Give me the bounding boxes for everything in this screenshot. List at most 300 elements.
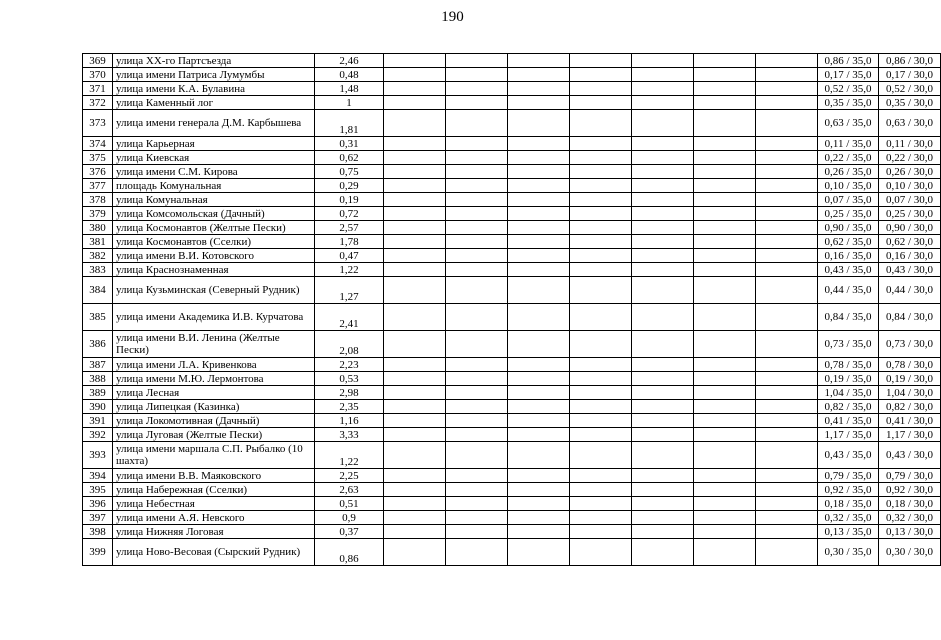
empty-cell — [694, 372, 756, 386]
table-row — [83, 96, 941, 110]
ratio-35-cell: 0,16 / 35,0 — [818, 249, 879, 263]
table-row — [83, 469, 941, 483]
street-name-cell: улица Луговая (Желтые Пески) — [113, 428, 315, 442]
ratio-30-cell: 0,07 / 30,0 — [879, 193, 941, 207]
table-row — [83, 372, 941, 386]
empty-cell — [384, 469, 446, 483]
empty-cell — [756, 277, 818, 304]
ratio-30-cell: 0,73 / 30,0 — [879, 331, 941, 358]
ratio-30-cell: 0,43 / 30,0 — [879, 442, 941, 469]
empty-cell — [632, 137, 694, 151]
empty-cell — [694, 96, 756, 110]
ratio-35-cell: 0,63 / 35,0 — [818, 110, 879, 137]
ratio-35-cell: 0,73 / 35,0 — [818, 331, 879, 358]
length-cell: 0,47 — [315, 249, 384, 263]
empty-cell — [446, 151, 508, 165]
ratio-30-cell: 0,35 / 30,0 — [879, 96, 941, 110]
empty-cell — [446, 82, 508, 96]
row-number-cell: 393 — [83, 442, 113, 469]
street-name-cell: площадь Комунальная — [113, 179, 315, 193]
row-number-cell: 389 — [83, 386, 113, 400]
table-row — [83, 414, 941, 428]
empty-cell — [384, 442, 446, 469]
empty-cell — [632, 179, 694, 193]
empty-cell — [384, 400, 446, 414]
street-name-cell: улица XX-го Партсъезда — [113, 54, 315, 68]
ratio-35-cell: 0,25 / 35,0 — [818, 207, 879, 221]
ratio-35-cell: 0,07 / 35,0 — [818, 193, 879, 207]
empty-cell — [694, 428, 756, 442]
ratio-30-cell: 0,43 / 30,0 — [879, 263, 941, 277]
street-name-cell: улица Кузьминская (Северный Рудник) — [113, 277, 315, 304]
street-name-cell: улица Ново-Весовая (Сырский Рудник) — [113, 539, 315, 566]
length-cell: 1,27 — [315, 277, 384, 304]
empty-cell — [446, 110, 508, 137]
empty-cell — [694, 68, 756, 82]
table-row — [83, 165, 941, 179]
empty-cell — [756, 235, 818, 249]
empty-cell — [384, 331, 446, 358]
street-name-cell: улица Комсомольская (Дачный) — [113, 207, 315, 221]
empty-cell — [632, 110, 694, 137]
table-body — [83, 54, 941, 566]
empty-cell — [756, 428, 818, 442]
empty-cell — [446, 497, 508, 511]
empty-cell — [632, 249, 694, 263]
ratio-35-cell: 0,86 / 35,0 — [818, 54, 879, 68]
empty-cell — [632, 207, 694, 221]
ratio-35-cell: 0,79 / 35,0 — [818, 469, 879, 483]
row-number-cell: 373 — [83, 110, 113, 137]
empty-cell — [694, 82, 756, 96]
table-row — [83, 497, 941, 511]
table-row — [83, 442, 941, 469]
empty-cell — [570, 179, 632, 193]
row-number-cell: 394 — [83, 469, 113, 483]
empty-cell — [694, 151, 756, 165]
empty-cell — [446, 511, 508, 525]
empty-cell — [570, 151, 632, 165]
table-row — [83, 68, 941, 82]
table-row — [83, 358, 941, 372]
street-name-cell: улица Космонавтов (Сселки) — [113, 235, 315, 249]
ratio-30-cell: 0,44 / 30,0 — [879, 277, 941, 304]
empty-cell — [694, 207, 756, 221]
ratio-30-cell: 0,86 / 30,0 — [879, 54, 941, 68]
ratio-30-cell: 0,90 / 30,0 — [879, 221, 941, 235]
table-row — [83, 207, 941, 221]
ratio-35-cell: 0,92 / 35,0 — [818, 483, 879, 497]
empty-cell — [384, 386, 446, 400]
empty-cell — [570, 235, 632, 249]
row-number-cell: 387 — [83, 358, 113, 372]
empty-cell — [446, 221, 508, 235]
table-row — [83, 179, 941, 193]
empty-cell — [446, 68, 508, 82]
empty-cell — [384, 414, 446, 428]
row-number-cell: 370 — [83, 68, 113, 82]
empty-cell — [508, 304, 570, 331]
ratio-35-cell: 1,04 / 35,0 — [818, 386, 879, 400]
empty-cell — [756, 469, 818, 483]
empty-cell — [508, 539, 570, 566]
empty-cell — [694, 235, 756, 249]
empty-cell — [632, 235, 694, 249]
length-cell: 1,78 — [315, 235, 384, 249]
table-row — [83, 304, 941, 331]
length-cell: 1,48 — [315, 82, 384, 96]
empty-cell — [632, 151, 694, 165]
empty-cell — [694, 165, 756, 179]
empty-cell — [632, 304, 694, 331]
empty-cell — [570, 497, 632, 511]
empty-cell — [446, 414, 508, 428]
empty-cell — [756, 442, 818, 469]
empty-cell — [384, 263, 446, 277]
row-number-cell: 392 — [83, 428, 113, 442]
empty-cell — [694, 54, 756, 68]
empty-cell — [384, 110, 446, 137]
empty-cell — [508, 179, 570, 193]
street-name-cell: улица имени Академика И.В. Курчатова — [113, 304, 315, 331]
empty-cell — [508, 221, 570, 235]
table-row — [83, 235, 941, 249]
ratio-35-cell: 0,32 / 35,0 — [818, 511, 879, 525]
length-cell: 0,31 — [315, 137, 384, 151]
empty-cell — [756, 54, 818, 68]
empty-cell — [446, 400, 508, 414]
empty-cell — [570, 263, 632, 277]
empty-cell — [632, 221, 694, 235]
street-name-cell: улица имени маршала С.П. Рыбалко (10 шахта) — [113, 442, 315, 469]
street-name-cell: улица имени Патриса Лумумбы — [113, 68, 315, 82]
length-cell: 0,51 — [315, 497, 384, 511]
empty-cell — [694, 358, 756, 372]
empty-cell — [570, 68, 632, 82]
empty-cell — [384, 358, 446, 372]
ratio-35-cell: 0,52 / 35,0 — [818, 82, 879, 96]
empty-cell — [694, 137, 756, 151]
empty-cell — [384, 304, 446, 331]
ratio-30-cell: 0,79 / 30,0 — [879, 469, 941, 483]
empty-cell — [446, 54, 508, 68]
street-table — [82, 53, 941, 566]
ratio-30-cell: 0,11 / 30,0 — [879, 137, 941, 151]
empty-cell — [446, 358, 508, 372]
row-number-cell: 378 — [83, 193, 113, 207]
street-name-cell: улица Каменный лог — [113, 96, 315, 110]
empty-cell — [570, 539, 632, 566]
empty-cell — [446, 249, 508, 263]
empty-cell — [508, 263, 570, 277]
empty-cell — [632, 469, 694, 483]
empty-cell — [508, 428, 570, 442]
row-number-cell: 380 — [83, 221, 113, 235]
row-number-cell: 374 — [83, 137, 113, 151]
empty-cell — [384, 96, 446, 110]
empty-cell — [632, 68, 694, 82]
length-cell: 2,57 — [315, 221, 384, 235]
empty-cell — [632, 331, 694, 358]
empty-cell — [384, 372, 446, 386]
empty-cell — [446, 483, 508, 497]
empty-cell — [570, 304, 632, 331]
length-cell: 0,29 — [315, 179, 384, 193]
empty-cell — [446, 207, 508, 221]
empty-cell — [384, 525, 446, 539]
ratio-35-cell: 0,82 / 35,0 — [818, 400, 879, 414]
street-name-cell: улица Космонавтов (Желтые Пески) — [113, 221, 315, 235]
empty-cell — [446, 372, 508, 386]
ratio-35-cell: 0,30 / 35,0 — [818, 539, 879, 566]
empty-cell — [570, 483, 632, 497]
street-name-cell: улица Небестная — [113, 497, 315, 511]
ratio-35-cell: 0,11 / 35,0 — [818, 137, 879, 151]
empty-cell — [570, 110, 632, 137]
length-cell: 0,37 — [315, 525, 384, 539]
ratio-30-cell: 0,52 / 30,0 — [879, 82, 941, 96]
empty-cell — [508, 96, 570, 110]
table-row — [83, 82, 941, 96]
table-row — [83, 511, 941, 525]
ratio-35-cell: 0,41 / 35,0 — [818, 414, 879, 428]
empty-cell — [384, 193, 446, 207]
row-number-cell: 375 — [83, 151, 113, 165]
ratio-30-cell: 0,62 / 30,0 — [879, 235, 941, 249]
empty-cell — [508, 358, 570, 372]
empty-cell — [632, 525, 694, 539]
table-row — [83, 137, 941, 151]
empty-cell — [694, 511, 756, 525]
length-cell: 2,23 — [315, 358, 384, 372]
length-cell: 2,41 — [315, 304, 384, 331]
street-name-cell: улица Карьерная — [113, 137, 315, 151]
empty-cell — [756, 372, 818, 386]
length-cell: 1,81 — [315, 110, 384, 137]
row-number-cell: 371 — [83, 82, 113, 96]
ratio-30-cell: 0,10 / 30,0 — [879, 179, 941, 193]
empty-cell — [508, 414, 570, 428]
empty-cell — [508, 68, 570, 82]
table-row — [83, 249, 941, 263]
empty-cell — [508, 497, 570, 511]
ratio-30-cell: 0,32 / 30,0 — [879, 511, 941, 525]
empty-cell — [446, 277, 508, 304]
ratio-30-cell: 0,18 / 30,0 — [879, 497, 941, 511]
empty-cell — [570, 525, 632, 539]
table-row — [83, 386, 941, 400]
empty-cell — [446, 386, 508, 400]
empty-cell — [446, 442, 508, 469]
empty-cell — [632, 54, 694, 68]
ratio-30-cell: 0,63 / 30,0 — [879, 110, 941, 137]
street-name-cell: улица Липецкая (Казинка) — [113, 400, 315, 414]
row-number-cell: 396 — [83, 497, 113, 511]
ratio-30-cell: 0,30 / 30,0 — [879, 539, 941, 566]
empty-cell — [694, 304, 756, 331]
empty-cell — [508, 483, 570, 497]
table-row — [83, 428, 941, 442]
street-name-cell: улица Комунальная — [113, 193, 315, 207]
empty-cell — [694, 193, 756, 207]
empty-cell — [384, 277, 446, 304]
empty-cell — [570, 221, 632, 235]
length-cell: 0,86 — [315, 539, 384, 566]
empty-cell — [446, 304, 508, 331]
empty-cell — [694, 263, 756, 277]
empty-cell — [508, 151, 570, 165]
empty-cell — [570, 82, 632, 96]
empty-cell — [694, 483, 756, 497]
empty-cell — [570, 372, 632, 386]
street-name-cell: улица Локомотивная (Дачный) — [113, 414, 315, 428]
empty-cell — [694, 249, 756, 263]
empty-cell — [508, 82, 570, 96]
row-number-cell: 376 — [83, 165, 113, 179]
empty-cell — [446, 96, 508, 110]
table-row — [83, 483, 941, 497]
empty-cell — [694, 386, 756, 400]
length-cell: 0,72 — [315, 207, 384, 221]
empty-cell — [756, 539, 818, 566]
empty-cell — [570, 331, 632, 358]
row-number-cell: 398 — [83, 525, 113, 539]
empty-cell — [632, 497, 694, 511]
empty-cell — [508, 331, 570, 358]
street-name-cell: улица имени В.И. Ленина (Желтые Пески) — [113, 331, 315, 358]
empty-cell — [570, 165, 632, 179]
street-name-cell: улица Набережная (Сселки) — [113, 483, 315, 497]
empty-cell — [632, 193, 694, 207]
length-cell: 1,16 — [315, 414, 384, 428]
empty-cell — [694, 497, 756, 511]
empty-cell — [508, 372, 570, 386]
empty-cell — [446, 331, 508, 358]
length-cell: 0,53 — [315, 372, 384, 386]
length-cell: 3,33 — [315, 428, 384, 442]
ratio-35-cell: 0,35 / 35,0 — [818, 96, 879, 110]
table-row — [83, 331, 941, 358]
empty-cell — [694, 110, 756, 137]
ratio-30-cell: 0,78 / 30,0 — [879, 358, 941, 372]
empty-cell — [756, 414, 818, 428]
empty-cell — [756, 221, 818, 235]
length-cell: 1,22 — [315, 263, 384, 277]
empty-cell — [756, 304, 818, 331]
empty-cell — [756, 151, 818, 165]
empty-cell — [632, 400, 694, 414]
empty-cell — [570, 96, 632, 110]
empty-cell — [756, 511, 818, 525]
ratio-30-cell: 0,82 / 30,0 — [879, 400, 941, 414]
empty-cell — [756, 400, 818, 414]
empty-cell — [632, 82, 694, 96]
length-cell: 0,62 — [315, 151, 384, 165]
ratio-30-cell: 0,16 / 30,0 — [879, 249, 941, 263]
ratio-35-cell: 0,17 / 35,0 — [818, 68, 879, 82]
empty-cell — [446, 137, 508, 151]
length-cell: 2,25 — [315, 469, 384, 483]
row-number-cell: 397 — [83, 511, 113, 525]
row-number-cell: 383 — [83, 263, 113, 277]
row-number-cell: 388 — [83, 372, 113, 386]
empty-cell — [384, 54, 446, 68]
empty-cell — [570, 442, 632, 469]
empty-cell — [632, 428, 694, 442]
street-name-cell: улица имени К.А. Булавина — [113, 82, 315, 96]
street-name-cell: улица имени генерала Д.М. Карбышева — [113, 110, 315, 137]
empty-cell — [384, 82, 446, 96]
empty-cell — [694, 221, 756, 235]
street-name-cell: улица Краснознаменная — [113, 263, 315, 277]
ratio-35-cell: 0,22 / 35,0 — [818, 151, 879, 165]
empty-cell — [508, 525, 570, 539]
empty-cell — [384, 539, 446, 566]
empty-cell — [694, 414, 756, 428]
empty-cell — [446, 235, 508, 249]
street-name-cell: улица Лесная — [113, 386, 315, 400]
page-number: 190 — [441, 9, 464, 25]
ratio-35-cell: 0,90 / 35,0 — [818, 221, 879, 235]
empty-cell — [694, 525, 756, 539]
row-number-cell: 385 — [83, 304, 113, 331]
empty-cell — [446, 165, 508, 179]
street-name-cell: улица имени В.И. Котовского — [113, 249, 315, 263]
street-name-cell: улица имени М.Ю. Лермонтова — [113, 372, 315, 386]
ratio-30-cell: 0,26 / 30,0 — [879, 165, 941, 179]
empty-cell — [384, 235, 446, 249]
length-cell: 1,22 — [315, 442, 384, 469]
empty-cell — [384, 137, 446, 151]
empty-cell — [632, 386, 694, 400]
empty-cell — [694, 442, 756, 469]
empty-cell — [570, 414, 632, 428]
empty-cell — [570, 358, 632, 372]
empty-cell — [756, 386, 818, 400]
empty-cell — [756, 331, 818, 358]
ratio-35-cell: 1,17 / 35,0 — [818, 428, 879, 442]
empty-cell — [694, 179, 756, 193]
empty-cell — [570, 249, 632, 263]
ratio-35-cell: 0,10 / 35,0 — [818, 179, 879, 193]
empty-cell — [570, 428, 632, 442]
empty-cell — [756, 249, 818, 263]
empty-cell — [694, 400, 756, 414]
length-cell: 2,08 — [315, 331, 384, 358]
empty-cell — [570, 193, 632, 207]
empty-cell — [508, 137, 570, 151]
empty-cell — [756, 82, 818, 96]
empty-cell — [384, 497, 446, 511]
ratio-30-cell: 0,13 / 30,0 — [879, 525, 941, 539]
length-cell: 0,75 — [315, 165, 384, 179]
row-number-cell: 384 — [83, 277, 113, 304]
ratio-35-cell: 0,26 / 35,0 — [818, 165, 879, 179]
empty-cell — [756, 497, 818, 511]
empty-cell — [632, 277, 694, 304]
ratio-30-cell: 0,92 / 30,0 — [879, 483, 941, 497]
empty-cell — [384, 483, 446, 497]
empty-cell — [384, 179, 446, 193]
ratio-35-cell: 0,13 / 35,0 — [818, 525, 879, 539]
empty-cell — [756, 358, 818, 372]
row-number-cell: 395 — [83, 483, 113, 497]
empty-cell — [756, 525, 818, 539]
empty-cell — [384, 511, 446, 525]
ratio-35-cell: 0,44 / 35,0 — [818, 277, 879, 304]
empty-cell — [446, 539, 508, 566]
empty-cell — [632, 483, 694, 497]
